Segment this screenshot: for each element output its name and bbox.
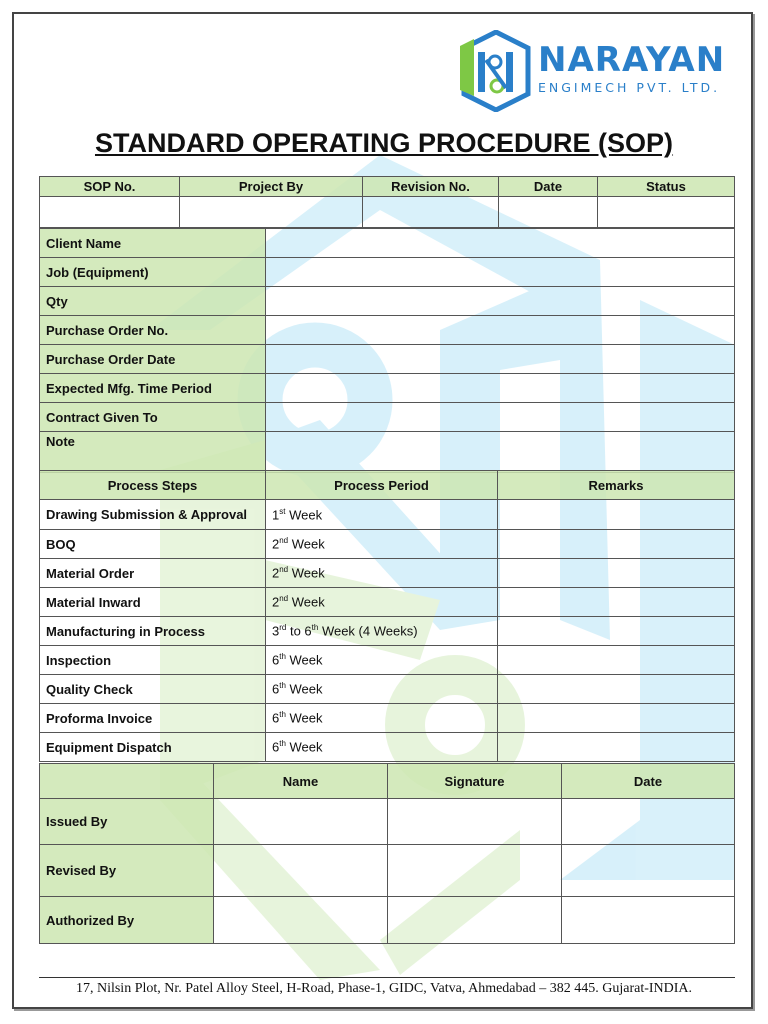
label-revised-by: Revised By	[40, 845, 214, 897]
step-remarks[interactable]	[498, 559, 735, 588]
col-project-by: Project By	[180, 177, 363, 197]
table-row	[40, 500, 735, 530]
table-row	[40, 559, 735, 588]
label-client-name: Client Name	[40, 229, 266, 258]
process-table	[39, 470, 735, 762]
revised-by-signature-field[interactable]	[388, 845, 562, 897]
company-name	[538, 42, 725, 95]
step-period: 2nd Week	[266, 530, 498, 559]
page-title: STANDARD OPERATING PROCEDURE (SOP)	[94, 128, 674, 158]
revised-by-name-field[interactable]	[214, 845, 388, 897]
label-mfg-time: Expected Mfg. Time Period	[40, 374, 266, 403]
status-field[interactable]	[598, 197, 735, 228]
step-label: Equipment Dispatch	[40, 733, 266, 762]
col-signoff-date: Date	[562, 764, 735, 799]
col-sop-no: SOP No.	[40, 177, 180, 197]
label-job: Job (Equipment)	[40, 258, 266, 287]
step-remarks[interactable]	[498, 675, 735, 704]
col-date: Date	[499, 177, 598, 197]
table-row	[40, 530, 735, 559]
step-period: 6th Week	[266, 675, 498, 704]
step-period: 2nd Week	[266, 588, 498, 617]
col-process-steps: Process Steps	[40, 471, 266, 500]
date-field[interactable]	[499, 197, 598, 228]
label-authorized-by: Authorized By	[40, 897, 214, 944]
col-name: Name	[214, 764, 388, 799]
step-label: Material Inward	[40, 588, 266, 617]
mfg-time-field[interactable]	[266, 374, 735, 403]
label-issued-by: Issued By	[40, 799, 214, 845]
authorized-by-signature-field[interactable]	[388, 897, 562, 944]
note-field[interactable]	[266, 432, 735, 473]
step-remarks[interactable]	[498, 588, 735, 617]
revision-no-field[interactable]	[363, 197, 499, 228]
authorized-by-name-field[interactable]	[214, 897, 388, 944]
step-period: 3rd to 6th Week (4 Weeks)	[266, 617, 498, 646]
qty-field[interactable]	[266, 287, 735, 316]
col-signature: Signature	[388, 764, 562, 799]
table-row	[40, 617, 735, 646]
table-row	[40, 646, 735, 675]
table-row	[40, 588, 735, 617]
project-by-field[interactable]	[180, 197, 363, 228]
col-revision-no: Revision No.	[363, 177, 499, 197]
label-note: Note	[40, 432, 266, 473]
label-contract: Contract Given To	[40, 403, 266, 432]
table-row	[40, 733, 735, 762]
contract-field[interactable]	[266, 403, 735, 432]
step-label: Quality Check	[40, 675, 266, 704]
step-period: 1st Week	[266, 500, 498, 530]
col-process-period: Process Period	[266, 471, 498, 500]
step-period: 6th Week	[266, 646, 498, 675]
footer-divider	[39, 977, 735, 978]
logo-name: NARAYAN	[538, 40, 726, 80]
label-qty: Qty	[40, 287, 266, 316]
table-row	[40, 704, 735, 733]
footer-address: 17, Nilsin Plot, Nr. Patel Alloy Steel, H-Road, Phase-1, GIDC, Vatva, Ahmedabad – 382 445. Gujarat-INDIA.	[75, 981, 693, 996]
step-label: Drawing Submission & Approval	[40, 500, 266, 530]
col-status: Status	[598, 177, 735, 197]
table-row	[40, 675, 735, 704]
job-field[interactable]	[266, 258, 735, 287]
step-label: Proforma Invoice	[40, 704, 266, 733]
issued-by-signature-field[interactable]	[388, 799, 562, 845]
client-name-field[interactable]	[266, 229, 735, 258]
signoff-table	[39, 763, 735, 944]
step-remarks[interactable]	[498, 530, 735, 559]
step-remarks[interactable]	[498, 617, 735, 646]
issued-by-date-field[interactable]	[562, 799, 735, 845]
step-label: Inspection	[40, 646, 266, 675]
revised-by-date-field[interactable]	[562, 845, 735, 897]
step-period: 2nd Week	[266, 559, 498, 588]
step-period: 6th Week	[266, 704, 498, 733]
logo-subtitle: ENGIMECH PVT. LTD.	[538, 80, 721, 95]
signoff-corner	[40, 764, 214, 799]
step-remarks[interactable]	[498, 500, 735, 530]
col-remarks: Remarks	[498, 471, 735, 500]
label-po-no: Purchase Order No.	[40, 316, 266, 345]
step-remarks[interactable]	[498, 704, 735, 733]
authorized-by-date-field[interactable]	[562, 897, 735, 944]
step-remarks[interactable]	[498, 733, 735, 762]
step-remarks[interactable]	[498, 646, 735, 675]
step-label: Manufacturing in Process	[40, 617, 266, 646]
po-no-field[interactable]	[266, 316, 735, 345]
client-info-table	[39, 228, 735, 473]
issued-by-name-field[interactable]	[214, 799, 388, 845]
step-label: BOQ	[40, 530, 266, 559]
po-date-field[interactable]	[266, 345, 735, 374]
sop-no-field[interactable]	[40, 197, 180, 228]
step-period: 6th Week	[266, 733, 498, 762]
sop-header-table	[39, 176, 735, 228]
label-po-date: Purchase Order Date	[40, 345, 266, 374]
step-label: Material Order	[40, 559, 266, 588]
